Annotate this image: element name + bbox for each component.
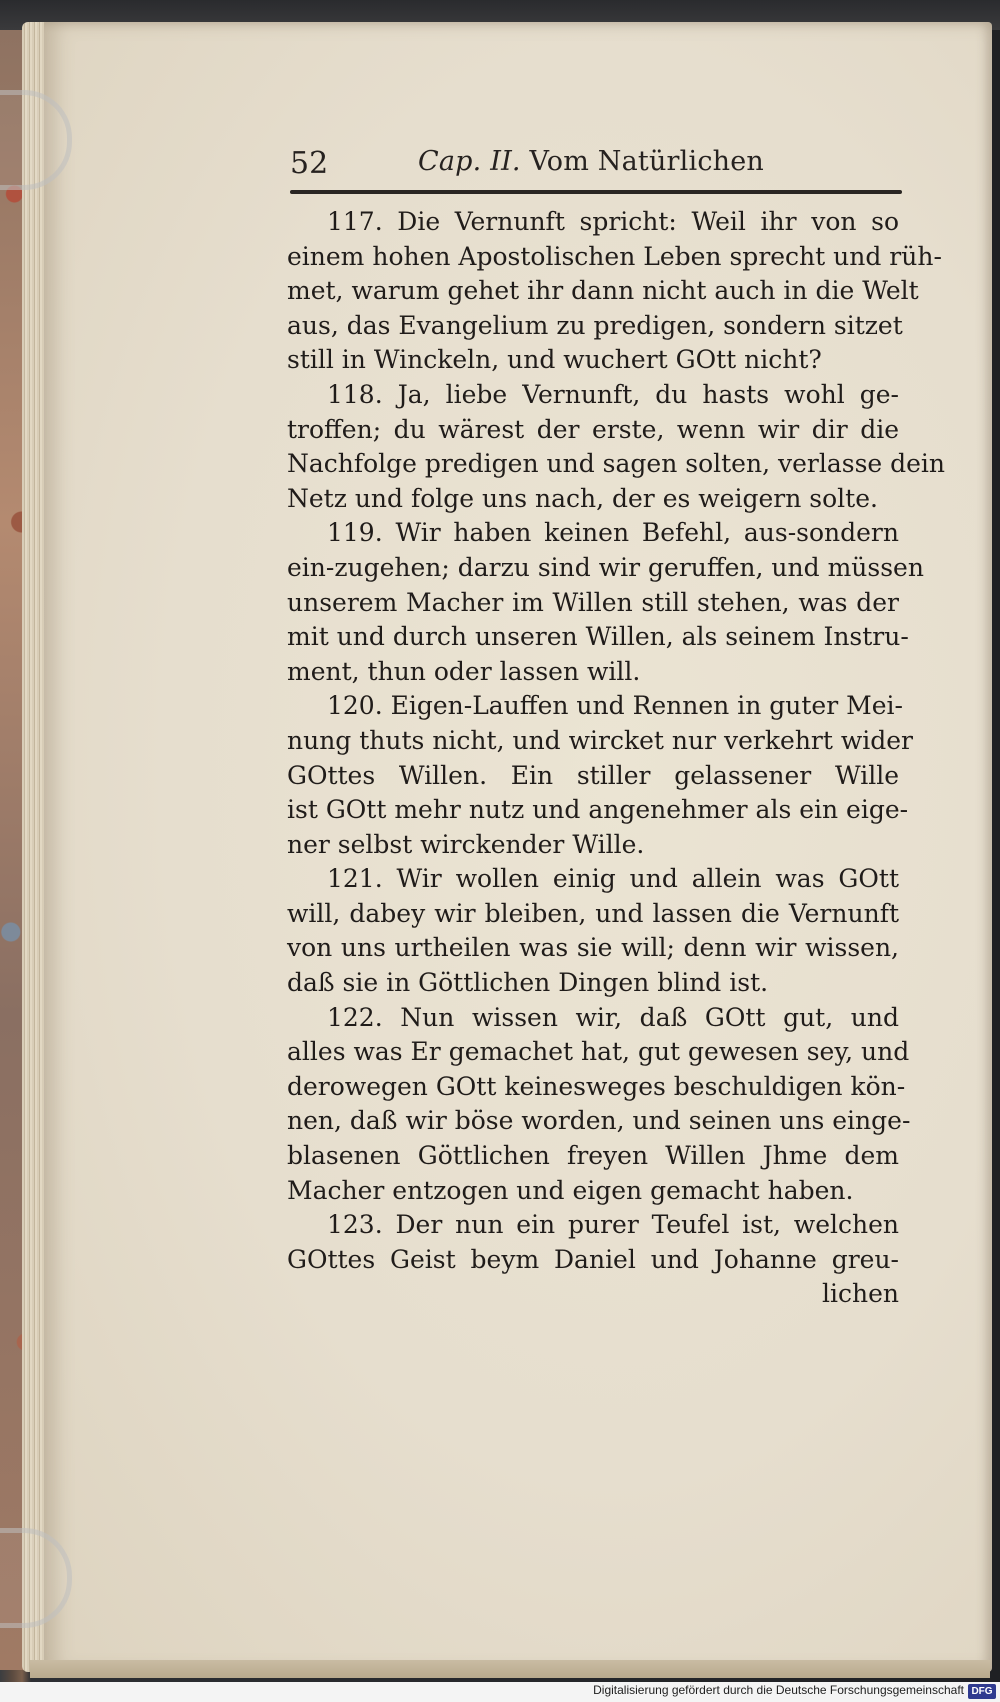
text-line: still in Winckeln, und wuchert GOtt nicht? (287, 345, 822, 375)
text-line: Nachfolge predigen und sagen solten, verlasse dein (287, 449, 946, 479)
text-line: ment, thun oder lassen will. (287, 656, 641, 686)
text-line: troffen; du wärest der erste, wenn wir dir die (287, 414, 899, 444)
catchword: lichen (822, 1279, 899, 1309)
text-line: mit und durch unseren Willen, als seinem Instru- (287, 622, 909, 652)
footer-bar (0, 1682, 1000, 1702)
text-line: 119. Wir haben keinen Befehl, aus-sondern (327, 518, 899, 548)
chapter-title: Vom Natürlichen (529, 146, 764, 177)
text-line: von uns urtheilen was sie will; denn wir wissen, (287, 933, 899, 963)
text-line: ist GOtt mehr nutz und angenehmer als ein eige- (287, 795, 909, 825)
dfg-logo: DFG (968, 1684, 996, 1699)
text-line: 117. Die Vernunft spricht: Weil ihr von so (327, 207, 899, 236)
page-bottom-edge (30, 1660, 990, 1678)
text-line: blasenen Göttlichen freyen Willen Jhme dem (287, 1141, 899, 1171)
footer-credit: Digitalisierung gefördert durch die Deutsche Forschungsgemeinschaft (593, 1683, 964, 1697)
text-line: nen, daß wir böse worden, und seinen uns einge- (287, 1106, 911, 1136)
text-line: 121. Wir wollen einig und allein was GOtt (327, 864, 899, 894)
text-line: unserem Macher im Willen still stehen, was der (287, 587, 899, 617)
text-line: ner selbst wirckender Wille. (287, 829, 645, 859)
text-line: GOttes Willen. Ein stiller gelassener Wille (287, 760, 899, 790)
text-line: 118. Ja, liebe Vernunft, du hasts wohl ge- (327, 379, 899, 409)
text-line: derowegen GOtt keinesweges beschuldigen kön- (287, 1071, 906, 1101)
text-line: aus, das Evangelium zu predigen, sondern sitzet (287, 310, 903, 340)
text-line: 123. Der nun ein purer Teufel ist, welchen (327, 1210, 899, 1240)
text-line: nung thuts nicht, und wircket nur verkehrt wider (287, 725, 914, 755)
text-line: alles was Er gemachet hat, gut gewesen sey, und (287, 1037, 910, 1067)
text-line: einem hohen Apostolischen Leben sprecht und rüh- (287, 241, 942, 271)
chapter-label: Cap. II. (418, 146, 521, 177)
running-title (418, 146, 764, 177)
text-line: ein-zugehen; darzu sind wir geruffen, und müssen (287, 552, 924, 582)
text-line: 122. Nun wissen wir, daß GOtt gut, und (327, 1002, 899, 1032)
text-line: GOttes Geist beym Daniel und Johanne greu- (287, 1244, 899, 1274)
page-number: 52 (290, 146, 329, 181)
text-line: met, warum gehet ihr dann nicht auch in die Welt (287, 276, 919, 306)
running-head (290, 140, 895, 190)
text-line: Macher entzogen und eigen gemacht haben. (287, 1175, 854, 1205)
header-rule (290, 190, 902, 194)
text-line: 120. Eigen-Lauffen und Rennen in guter Mei- (327, 691, 903, 721)
text-body (287, 205, 946, 1312)
text-line: Netz und folge uns nach, der es weigern solte. (287, 483, 878, 513)
text-line: daß sie in Göttlichen Dingen blind ist. (287, 968, 769, 998)
text-line: will, dabey wir bleiben, und lassen die Vernunft (287, 898, 899, 928)
